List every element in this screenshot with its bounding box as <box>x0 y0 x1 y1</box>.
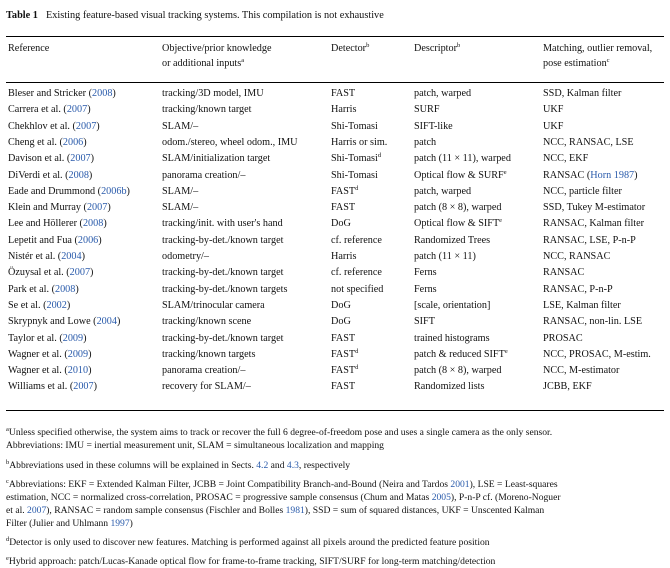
footnote-c-cont: estimation, NCC = normalized cross-correlation, PROSAC = progressive sample consensus (Chum and Matas 2005), P-n-P cf. (Moreno-Noguer <box>6 492 561 503</box>
cell-descriptor: patch, warped <box>414 88 472 99</box>
cell-objective: odom./stereo, wheel odom., IMU <box>162 136 298 148</box>
cell-descriptor: patch (11 × 11) <box>414 251 476 262</box>
cell-detector: Harris or sim. <box>331 136 388 148</box>
top-rule <box>6 36 664 37</box>
table-row <box>0 168 670 184</box>
table-row <box>0 184 670 200</box>
header-descriptor: Descriptor$^b$ <box>414 42 461 54</box>
cell-descriptor: trained histograms <box>414 332 490 344</box>
cell-objective: tracking-by-det./known target <box>162 332 284 344</box>
cell-reference: DiVerdi et al. (2008) <box>8 169 93 181</box>
cell-reference: Davison et al. (2007) <box>8 153 95 165</box>
cell-objective: tracking/known targets <box>162 348 256 360</box>
citation-year-link[interactable]: 2007 <box>86 202 108 214</box>
citation-year-link[interactable]: 2008 <box>92 88 113 99</box>
table-row <box>0 363 670 379</box>
cell-objective: SLAM/initialization target <box>162 153 271 165</box>
cell-reference: Carrera et al. (2007) <box>8 104 91 116</box>
table-row <box>0 102 670 118</box>
citation-year-link[interactable]: 2007 <box>66 104 88 116</box>
table-row <box>0 200 670 216</box>
cell-detector: FAST <box>331 381 356 393</box>
citation-year-link[interactable]: 2007 <box>75 120 97 132</box>
cell-descriptor: Optical flow & SIFT$^e$ <box>414 217 503 230</box>
cell-reference: Lee and Höllerer (2008) <box>8 218 107 230</box>
sect-4-3-link[interactable]: 4.3 <box>286 460 299 471</box>
cell-descriptor: patch (11 × 11), warped <box>414 153 511 165</box>
table-row <box>0 265 670 281</box>
citation-link[interactable]: Horn 1987 <box>590 169 635 181</box>
cell-reference: Wagner et al. (2010) <box>8 365 92 377</box>
footnote-c: $^c$Abbreviations: EKF = Extended Kalman Filter, JCBB = Joint Compatibility Branch-and-Bound (Neira and Tardos 2001), LSE = Least-squares <box>6 478 558 490</box>
citation-link[interactable]: 1997 <box>110 518 130 529</box>
cell-objective: tracking-by-det./known target <box>162 234 284 246</box>
cell-reference: Skrypnyk and Lowe (2004) <box>8 316 121 328</box>
cell-matching: LSE, Kalman filter <box>543 299 621 311</box>
cell-reference: Lepetit and Fua (2006) <box>8 234 102 246</box>
cell-objective: panorama creation/– <box>162 365 246 377</box>
cell-detector: DoG <box>331 299 351 311</box>
cell-objective: recovery for SLAM/– <box>162 381 251 393</box>
table-label: Table 1 <box>6 10 38 21</box>
cell-detector: FAST$^d$ <box>331 364 359 377</box>
cell-detector: FAST <box>331 202 356 214</box>
cell-detector: not specified <box>331 283 384 295</box>
header-reference: Reference <box>8 43 50 54</box>
citation-year-link[interactable]: 2008 <box>82 218 104 230</box>
cell-matching: JCBB, EKF <box>543 381 592 393</box>
cell-descriptor: Randomized lists <box>414 381 485 393</box>
citation-link[interactable]: 2007 <box>27 505 47 516</box>
cell-detector: FAST <box>331 88 356 99</box>
footnote-c-cont: Filter (Julier and Uhlmann 1997) <box>6 518 133 529</box>
footnote-c-cont: et al. 2007), RANSAC = random sample consensus (Fischler and Bolles 1981), SSD = sum of squared distances, UKF = Unscented Kalman <box>6 505 545 516</box>
cell-detector: DoG <box>331 316 351 328</box>
citation-year-link[interactable]: 2004 <box>61 251 82 262</box>
citation-link[interactable]: 2005 <box>431 492 451 503</box>
cell-detector: Shi-Tomasi <box>331 169 378 181</box>
cell-reference: Klein and Murray (2007) <box>8 202 111 214</box>
cell-objective: SLAM/– <box>162 185 199 197</box>
cell-descriptor: patch <box>414 136 437 148</box>
caption-text: Existing feature-based visual tracking systems. This compilation is not exhaustive <box>45 10 384 21</box>
citation-year-link[interactable]: 2008 <box>54 283 76 295</box>
table-row <box>0 86 670 102</box>
table-row <box>0 379 670 395</box>
citation-year-link[interactable]: 2006 <box>62 136 84 148</box>
cell-detector: Shi-Tomasi <box>331 120 378 132</box>
citation-year-link[interactable]: 2009 <box>67 348 89 360</box>
cell-objective: SLAM/trinocular camera <box>162 299 265 311</box>
cell-reference: Se et al. (2002) <box>8 299 71 311</box>
cell-matching: UKF <box>543 120 564 132</box>
cell-matching: SSD, Kalman filter <box>543 88 622 99</box>
table-row <box>0 135 670 151</box>
header-matching: Matching, outlier removal, pose estimation$^c$ <box>543 43 653 69</box>
cell-detector: cf. reference <box>331 267 382 279</box>
cell-detector: FAST$^d$ <box>331 347 359 360</box>
citation-year-link[interactable]: 2006 <box>77 234 99 246</box>
cell-objective: tracking/3D model, IMU <box>162 88 264 99</box>
cell-objective: SLAM/– <box>162 202 199 214</box>
cell-objective: tracking/known scene <box>162 316 252 328</box>
cell-detector: FAST$^d$ <box>331 184 359 197</box>
header-detector: Detector$^b$ <box>331 42 370 54</box>
cell-matching: RANSAC (Horn 1987) <box>543 169 638 181</box>
cell-reference: Cheng et al. (2006) <box>8 136 87 148</box>
cell-reference: Özuysal et al. (2007) <box>8 267 94 279</box>
table-row <box>0 119 670 135</box>
citation-year-link[interactable]: 2004 <box>96 316 117 328</box>
cell-descriptor: Optical flow & SURF$^e$ <box>414 168 507 181</box>
cell-objective: tracking/init. with user's hand <box>162 218 283 230</box>
citation-year-link[interactable]: 2010 <box>67 365 89 377</box>
cell-matching: NCC, M-estimator <box>543 365 620 377</box>
citation-year-link[interactable]: 2009 <box>62 332 84 344</box>
table-row <box>0 298 670 314</box>
cell-matching: NCC, EKF <box>543 153 589 165</box>
cell-objective: odometry/– <box>162 251 209 262</box>
cell-descriptor: Ferns <box>414 267 437 279</box>
cell-matching: RANSAC, Kalman filter <box>543 218 645 230</box>
cell-reference: Wagner et al. (2009) <box>8 348 92 360</box>
cell-objective: tracking-by-det./known target <box>162 267 284 279</box>
cell-matching: RANSAC, non-lin. LSE <box>543 316 643 328</box>
cell-detector: Harris <box>331 251 357 262</box>
cell-reference: Park et al. (2008) <box>8 283 79 295</box>
citation-year-link[interactable]: 2006b <box>101 185 127 197</box>
sect-4-2-link[interactable]: 4.2 <box>256 460 269 471</box>
cell-detector: Harris <box>331 104 357 116</box>
citation-year-link[interactable]: 2007 <box>70 153 91 165</box>
cell-objective: panorama creation/– <box>162 169 246 181</box>
table-row <box>0 216 670 232</box>
table-row <box>0 347 670 363</box>
cell-objective: tracking/known target <box>162 104 252 116</box>
table-row <box>0 249 670 265</box>
footnote-a-cont: Abbreviations: IMU = inertial measurement unit, SLAM = simultaneous localization and mapping <box>6 440 384 451</box>
cell-reference: Taylor et al. (2009) <box>8 332 87 344</box>
footnote-d: $^d$Detector is only used to discover new features. Matching is performed against all pixels around the predicted feature position <box>6 536 490 548</box>
cell-reference: Nistér et al. (2004) <box>8 251 85 262</box>
cell-descriptor: Randomized Trees <box>414 234 491 246</box>
cell-matching: RANSAC, LSE, P-n-P <box>543 234 636 246</box>
header-objective: Objective/prior knowledge or additional inputs$^a$ <box>162 43 272 69</box>
table-row <box>0 314 670 330</box>
table-row <box>0 151 670 167</box>
cell-matching: PROSAC <box>543 332 583 344</box>
cell-matching: NCC, RANSAC, LSE <box>543 136 634 148</box>
cell-objective: SLAM/– <box>162 120 199 132</box>
table-row <box>0 331 670 347</box>
cell-reference: Chekhlov et al. (2007) <box>8 120 100 132</box>
cell-matching: RANSAC, P-n-P <box>543 283 613 295</box>
footnote-b: $^b$Abbreviations used in these columns will be explained in Sects. 4.2 and 4.3, respectively <box>6 459 351 471</box>
table-row <box>0 282 670 298</box>
cell-descriptor: Ferns <box>414 283 437 295</box>
cell-detector: Shi-Tomasi$^d$ <box>331 152 382 165</box>
citation-year-link[interactable]: 2007 <box>73 381 94 393</box>
footnote-e: $^e$Hybrid approach: patch/Lucas-Kanade optical flow for frame-to-frame tracking, SIFT/SURF for long-term matching/detection <box>6 555 496 567</box>
cell-descriptor: SURF <box>414 104 440 116</box>
cell-descriptor: patch & reduced SIFT$^e$ <box>414 347 508 360</box>
cell-detector: FAST <box>331 332 356 344</box>
table-row <box>0 233 670 249</box>
cell-reference: Eade and Drummond (2006b) <box>8 185 130 197</box>
cell-descriptor: [scale, orientation] <box>414 299 491 311</box>
bottom-rule <box>6 410 664 411</box>
table-caption <box>6 10 384 21</box>
cell-descriptor: SIFT-like <box>414 120 453 132</box>
header-rule <box>6 82 664 83</box>
footnote-a: $^a$Unless specified otherwise, the system aims to track or recover the full 6 degree-of-freedom pose and uses a single camera as the only sensor. <box>6 426 553 438</box>
citation-year-link[interactable]: 2007 <box>69 267 91 279</box>
cell-descriptor: SIFT <box>414 316 435 328</box>
cell-matching: UKF <box>543 104 564 116</box>
citation-link[interactable]: 2001 <box>450 479 470 490</box>
cell-descriptor: patch (8 × 8), warped <box>414 202 502 214</box>
cell-matching: SSD, Tukey M-estimator <box>543 202 646 214</box>
cell-matching: RANSAC <box>543 267 585 279</box>
cell-detector: cf. reference <box>331 234 382 246</box>
cell-descriptor: patch, warped <box>414 185 472 197</box>
citation-year-link[interactable]: 2002 <box>46 299 67 311</box>
citation-link[interactable]: 1981 <box>285 505 305 516</box>
cell-matching: NCC, particle filter <box>543 185 622 197</box>
cell-detector: DoG <box>331 218 351 230</box>
cell-matching: NCC, RANSAC <box>543 251 611 262</box>
cell-reference: Bleser and Stricker (2008) <box>8 88 116 99</box>
cell-reference: Williams et al. (2007) <box>8 381 98 393</box>
cell-objective: tracking-by-det./known targets <box>162 283 288 295</box>
cell-descriptor: patch (8 × 8), warped <box>414 365 502 377</box>
cell-matching: NCC, PROSAC, M-estim. <box>543 348 651 360</box>
citation-year-link[interactable]: 2008 <box>68 169 89 181</box>
